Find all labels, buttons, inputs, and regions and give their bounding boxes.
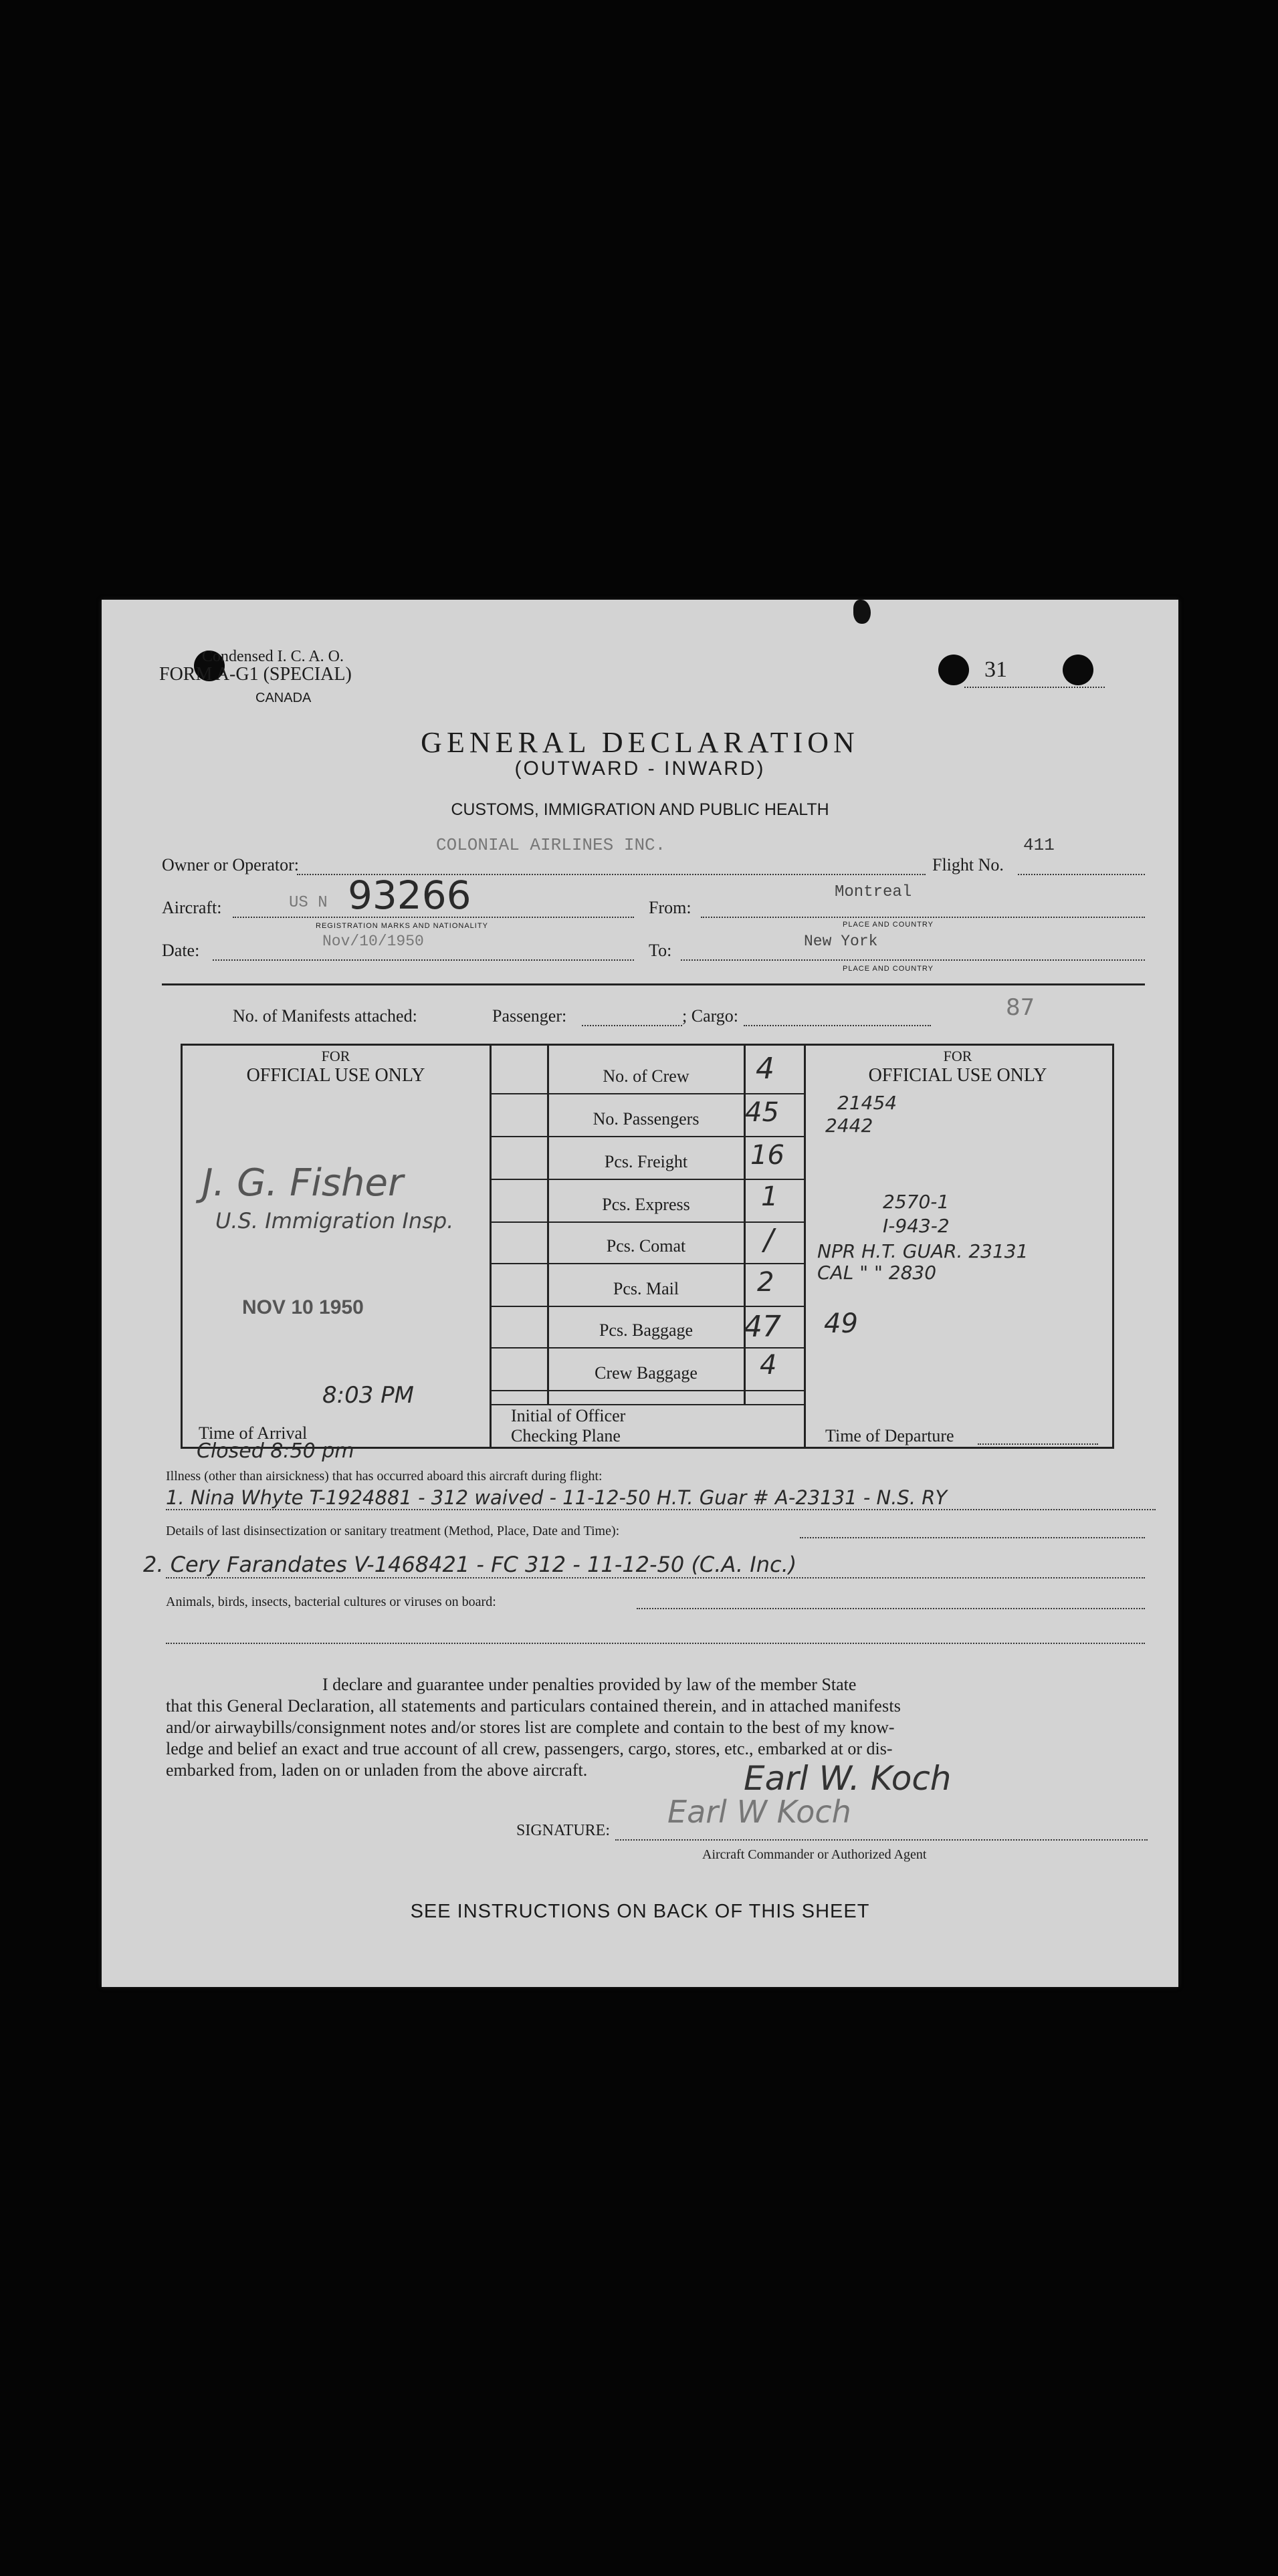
- to-caption: PLACE AND COUNTRY: [843, 965, 934, 973]
- registration-caption: REGISTRATION MARKS AND NATIONALITY: [316, 922, 488, 930]
- disinsect-line-2: [166, 1577, 1145, 1578]
- page-subtitle: (OUTWARD - INWARD): [514, 757, 766, 780]
- official-right-label: OFFICIAL USE ONLY: [868, 1065, 1047, 1086]
- row-line: [490, 1347, 805, 1349]
- from-value: Montreal: [835, 883, 912, 901]
- illness-line: [166, 1509, 1156, 1510]
- aircraft-prefix: US N: [289, 894, 328, 912]
- page-number-line: [964, 687, 1105, 688]
- illness-entry: 1. Nina Whyte T-1924881 - 312 waived - 11-12-50 H.T. Guar # A-23131 - N.S. RY: [166, 1486, 948, 1509]
- note-line: 49: [824, 1308, 858, 1339]
- for-left-label: FOR: [321, 1048, 350, 1064]
- declaration-line-2: that this General Declaration, all statements and particulars contained therein, and in attached manifests: [166, 1696, 901, 1716]
- row-line: [490, 1390, 805, 1391]
- to-value: New York: [804, 933, 878, 950]
- row-label-mail: Pcs. Mail: [613, 1279, 679, 1298]
- flight-line: [1018, 874, 1145, 875]
- from-label: From:: [649, 898, 691, 917]
- from-line: [701, 917, 1145, 918]
- signature-line: [615, 1839, 1148, 1841]
- row-line: [490, 1221, 805, 1223]
- date-label: Date:: [162, 941, 200, 960]
- footer-instructions: SEE INSTRUCTIONS ON BACK OF THIS SHEET: [410, 1901, 870, 1922]
- cargo-label: ; Cargo:: [682, 1006, 739, 1026]
- country-label: CANADA: [255, 691, 312, 705]
- disinsect-label: Details of last disinsectization or sanitary treatment (Method, Place, Date and Time):: [166, 1524, 620, 1538]
- row-line: [490, 1093, 805, 1094]
- declaration-line-4: ledge and belief an exact and true account of all crew, passengers, cargo, stores, etc., embarked at or dis-: [166, 1739, 893, 1758]
- note-line: 21454: [837, 1092, 897, 1114]
- time-arrival-value: 8:03 PM: [322, 1382, 414, 1409]
- date-line: [213, 959, 634, 961]
- animals-line-2: [166, 1643, 1145, 1644]
- signature-handwritten: Earl W. Koch: [744, 1759, 952, 1798]
- department-title: CUSTOMS, IMMIGRATION AND PUBLIC HEALTH: [451, 800, 829, 819]
- row-label-crew: No. of Crew: [603, 1066, 689, 1086]
- row-line: [490, 1179, 805, 1180]
- manifests-label: No. of Manifests attached:: [233, 1006, 417, 1026]
- animals-label: Animals, birds, insects, bacterial cultures or viruses on board:: [166, 1595, 496, 1609]
- row-line: [490, 1136, 805, 1137]
- cargo-value: 87: [1006, 994, 1035, 1021]
- row-value-freight: 16: [750, 1140, 784, 1171]
- signature-label: SIGNATURE:: [516, 1822, 611, 1839]
- note-line: I-943-2: [883, 1215, 950, 1237]
- punch-hole-right: [1063, 655, 1093, 685]
- official-left-label: OFFICIAL USE ONLY: [246, 1065, 425, 1086]
- officer-signature: J. G. Fisher: [202, 1161, 404, 1205]
- closed-note: Closed 8:50 pm: [197, 1439, 354, 1463]
- row-value-passengers: 45: [745, 1097, 779, 1128]
- row-line: [490, 1306, 805, 1307]
- row-label-comat: Pcs. Comat: [606, 1236, 686, 1256]
- initial-officer-label: Initial of Officer: [511, 1406, 626, 1425]
- declaration-line-1: I declare and guarantee under penalties provided by law of the member State: [322, 1675, 857, 1694]
- aircraft-registration: 93266: [348, 872, 471, 918]
- for-right-label: FOR: [943, 1048, 972, 1064]
- illness-label: Illness (other than airsickness) that has occurred aboard this aircraft during flight:: [166, 1469, 603, 1484]
- ink-blot: [853, 600, 871, 624]
- divider-rule: [162, 983, 1145, 985]
- punch-hole-mid: [938, 655, 969, 685]
- row-label-crew-baggage: Crew Baggage: [595, 1363, 698, 1383]
- row-label-passengers: No. Passengers: [593, 1109, 700, 1129]
- row-value-crew-baggage: 4: [760, 1350, 777, 1381]
- row-label-baggage: Pcs. Baggage: [599, 1320, 694, 1340]
- table-divider-1: [490, 1044, 492, 1449]
- disinsect-line: [800, 1537, 1145, 1538]
- officer-title: U.S. Immigration Insp.: [215, 1208, 454, 1234]
- note-line: CAL " " 2830: [817, 1262, 937, 1284]
- passenger-line: [582, 1025, 682, 1026]
- from-caption: PLACE AND COUNTRY: [843, 921, 934, 929]
- table-bottom-inner: [490, 1404, 805, 1405]
- condensed-label: Condensed I. C. A. O.: [202, 648, 344, 665]
- row-label-express: Pcs. Express: [602, 1195, 690, 1214]
- row-value-express: 1: [761, 1181, 778, 1212]
- row-value-comat: /: [764, 1223, 774, 1257]
- declaration-line-5: embarked from, laden on or unladen from the above aircraft.: [166, 1760, 588, 1780]
- to-line: [681, 959, 1145, 961]
- table-divider-4: [804, 1044, 806, 1449]
- table-divider-2: [547, 1044, 549, 1405]
- owner-value: COLONIAL AIRLINES INC.: [436, 835, 666, 855]
- cargo-line: [744, 1025, 931, 1026]
- date-stamp: NOV 10 1950: [242, 1296, 364, 1318]
- date-value: Nov/10/1950: [322, 933, 424, 950]
- disinsect-entry: 2. Cery Farandates V-1468421 - FC 312 - 11-12-50 (C.A. Inc.): [143, 1552, 797, 1577]
- row-value-baggage: 47: [744, 1310, 781, 1344]
- flight-value: 411: [1023, 835, 1055, 855]
- commander-caption: Aircraft Commander or Authorized Agent: [702, 1847, 927, 1862]
- page-number: 31: [984, 657, 1007, 682]
- time-arrival-label: Time of Arrival: [199, 1423, 308, 1443]
- form-label: FORM A-G1 (SPECIAL): [159, 664, 352, 685]
- note-line: 2570-1: [883, 1191, 950, 1213]
- row-line: [490, 1263, 805, 1264]
- declaration-line-3: and/or airwaybills/consignment notes and/or stores list are complete and contain to the best of my know-: [166, 1718, 895, 1737]
- declaration-form: [102, 600, 1178, 1987]
- passenger-label: Passenger:: [492, 1006, 567, 1026]
- checking-plane-label: Checking Plane: [511, 1426, 621, 1445]
- flight-label: Flight No.: [932, 855, 1004, 874]
- aircraft-label: Aircraft:: [162, 898, 222, 917]
- note-line: 2442: [825, 1115, 873, 1137]
- row-value-mail: 2: [757, 1267, 774, 1298]
- animals-line: [637, 1608, 1145, 1609]
- signature-stamp: Earl W Koch: [667, 1794, 851, 1830]
- note-line: NPR H.T. GUAR. 23131: [817, 1240, 1029, 1262]
- row-value-crew: 4: [756, 1052, 774, 1086]
- row-label-freight: Pcs. Freight: [604, 1152, 688, 1171]
- time-departure-line: [978, 1443, 1098, 1445]
- owner-label: Owner or Operator:: [162, 855, 300, 874]
- time-departure-label: Time of Departure: [825, 1426, 954, 1445]
- page-title: GENERAL DECLARATION: [421, 726, 859, 759]
- to-label: To:: [649, 941, 672, 960]
